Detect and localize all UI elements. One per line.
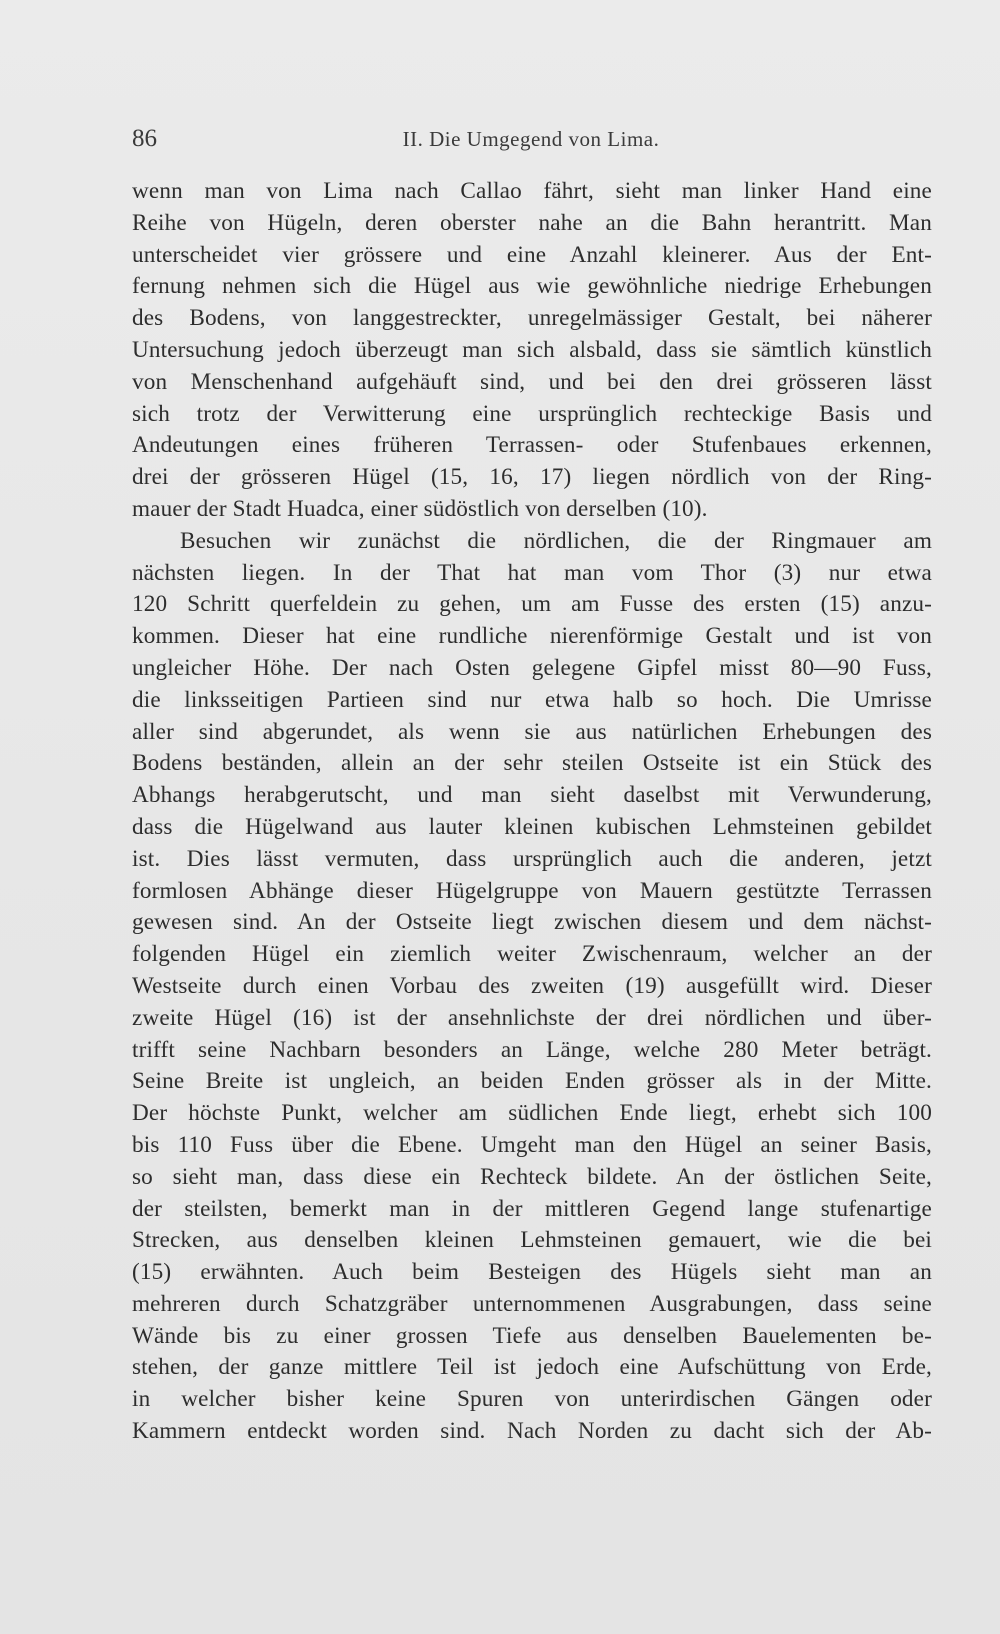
text-line: nächsten liegen. In der That hat man vom Thor (3) nur etwa	[132, 559, 932, 586]
text-line: Seine Breite ist ungleich, an beiden Enden grösser als in der Mitte.	[132, 1068, 932, 1095]
text-line: formlosen Abhänge dieser Hügelgruppe von Mauern gestützte Terrassen	[132, 877, 932, 904]
text-line: Besuchen wir zunächst die nördlichen, die der Ringmauer am	[180, 527, 932, 554]
page-header	[132, 122, 930, 156]
text-line: gewesen sind. An der Ostseite liegt zwischen diesem und dem nächst-	[132, 909, 932, 936]
text-line: Kammern entdeckt worden sind. Nach Norden zu dacht sich der Ab-	[132, 1418, 932, 1445]
text-line: Westseite durch einen Vorbau des zweiten (19) ausgefüllt wird. Dieser	[132, 972, 932, 999]
text-line: ist. Dies lässt vermuten, dass ursprünglich auch die anderen, jetzt	[132, 845, 932, 872]
text-line: Reihe von Hügeln, deren oberster nahe an die Bahn herantritt. Man	[132, 209, 932, 236]
text-line: trifft seine Nachbarn besonders an Länge, welche 280 Meter beträgt.	[132, 1036, 932, 1063]
text-line: drei der grösseren Hügel (15, 16, 17) liegen nördlich von der Ring-	[132, 464, 932, 491]
text-line: die linksseitigen Partieen sind nur etwa halb so hoch. Die Umrisse	[132, 686, 932, 713]
text-line: Der höchste Punkt, welcher am südlichen Ende liegt, erhebt sich 100	[132, 1100, 932, 1127]
text-line: (15) erwähnten. Auch beim Besteigen des Hügels sieht man an	[132, 1259, 932, 1286]
running-head: II. Die Umgegend von Lima.	[402, 127, 660, 151]
text-line: Abhangs herabgerutscht, und man sieht daselbst mit Verwunderung,	[132, 782, 932, 809]
text-line: Wände bis zu einer grossen Tiefe aus denselben Bauelementen be-	[132, 1322, 932, 1349]
text-line: Strecken, aus denselben kleinen Lehmsteinen gemauert, wie die bei	[132, 1227, 932, 1254]
text-line: der steilsten, bemerkt man in der mittleren Gegend lange stufenartige	[132, 1195, 932, 1222]
text-line: 120 Schritt querfeldein zu gehen, um am Fusse des ersten (15) anzu-	[132, 591, 932, 618]
text-line: Bodens beständen, allein an der sehr steilen Ostseite ist ein Stück des	[132, 750, 932, 777]
text-line: fernung nehmen sich die Hügel aus wie gewöhnliche niedrige Erhebungen	[132, 273, 932, 300]
text-line: bis 110 Fuss über die Ebene. Umgeht man den Hügel an seiner Basis,	[132, 1131, 932, 1158]
text-line: Untersuchung jedoch überzeugt man sich alsbald, dass sie sämtlich künstlich	[132, 336, 932, 363]
text-line: mehreren durch Schatzgräber unternommenen Ausgrabungen, dass seine	[132, 1290, 932, 1317]
text-line: des Bodens, von langgestreckter, unregelmässiger Gestalt, bei näherer	[132, 305, 932, 332]
text-line: unterscheidet vier grössere und eine Anzahl kleinerer. Aus der Ent-	[132, 241, 932, 268]
text-line: folgenden Hügel ein ziemlich weiter Zwischenraum, welcher an der	[132, 941, 932, 968]
text-line: wenn man von Lima nach Callao fährt, sieht man linker Hand eine	[132, 178, 932, 204]
text-line: zweite Hügel (16) ist der ansehnlichste der drei nördlichen und über-	[132, 1004, 932, 1031]
text-line: von Menschenhand aufgehäuft sind, und bei den drei grösseren lässt	[132, 368, 932, 395]
text-line: ungleicher Höhe. Der nach Osten gelegene Gipfel misst 80—90 Fuss,	[132, 654, 932, 681]
text-line: stehen, der ganze mittlere Teil ist jedoch eine Aufschüttung von Erde,	[132, 1354, 932, 1381]
body-text	[132, 176, 932, 1448]
text-line: so sieht man, dass diese ein Rechteck bildete. An der östlichen Seite,	[132, 1163, 932, 1190]
text-line: kommen. Dieser hat eine rundliche nierenförmige Gestalt und ist von	[132, 623, 932, 650]
text-line: in welcher bisher keine Spuren von unterirdischen Gängen oder	[132, 1386, 932, 1413]
text-line: mauer der Stadt Huadca, einer südöstlich von derselben (10).	[132, 495, 708, 522]
text-line: Andeutungen eines früheren Terrassen- oder Stufenbaues erkennen,	[132, 432, 932, 459]
text-line: sich trotz der Verwitterung eine ursprünglich rechteckige Basis und	[132, 400, 932, 427]
page-number: 86	[132, 125, 157, 152]
text-line: dass die Hügelwand aus lauter kleinen kubischen Lehmsteinen gebildet	[132, 813, 932, 840]
text-line: aller sind abgerundet, als wenn sie aus natürlichen Erhebungen des	[132, 718, 932, 745]
